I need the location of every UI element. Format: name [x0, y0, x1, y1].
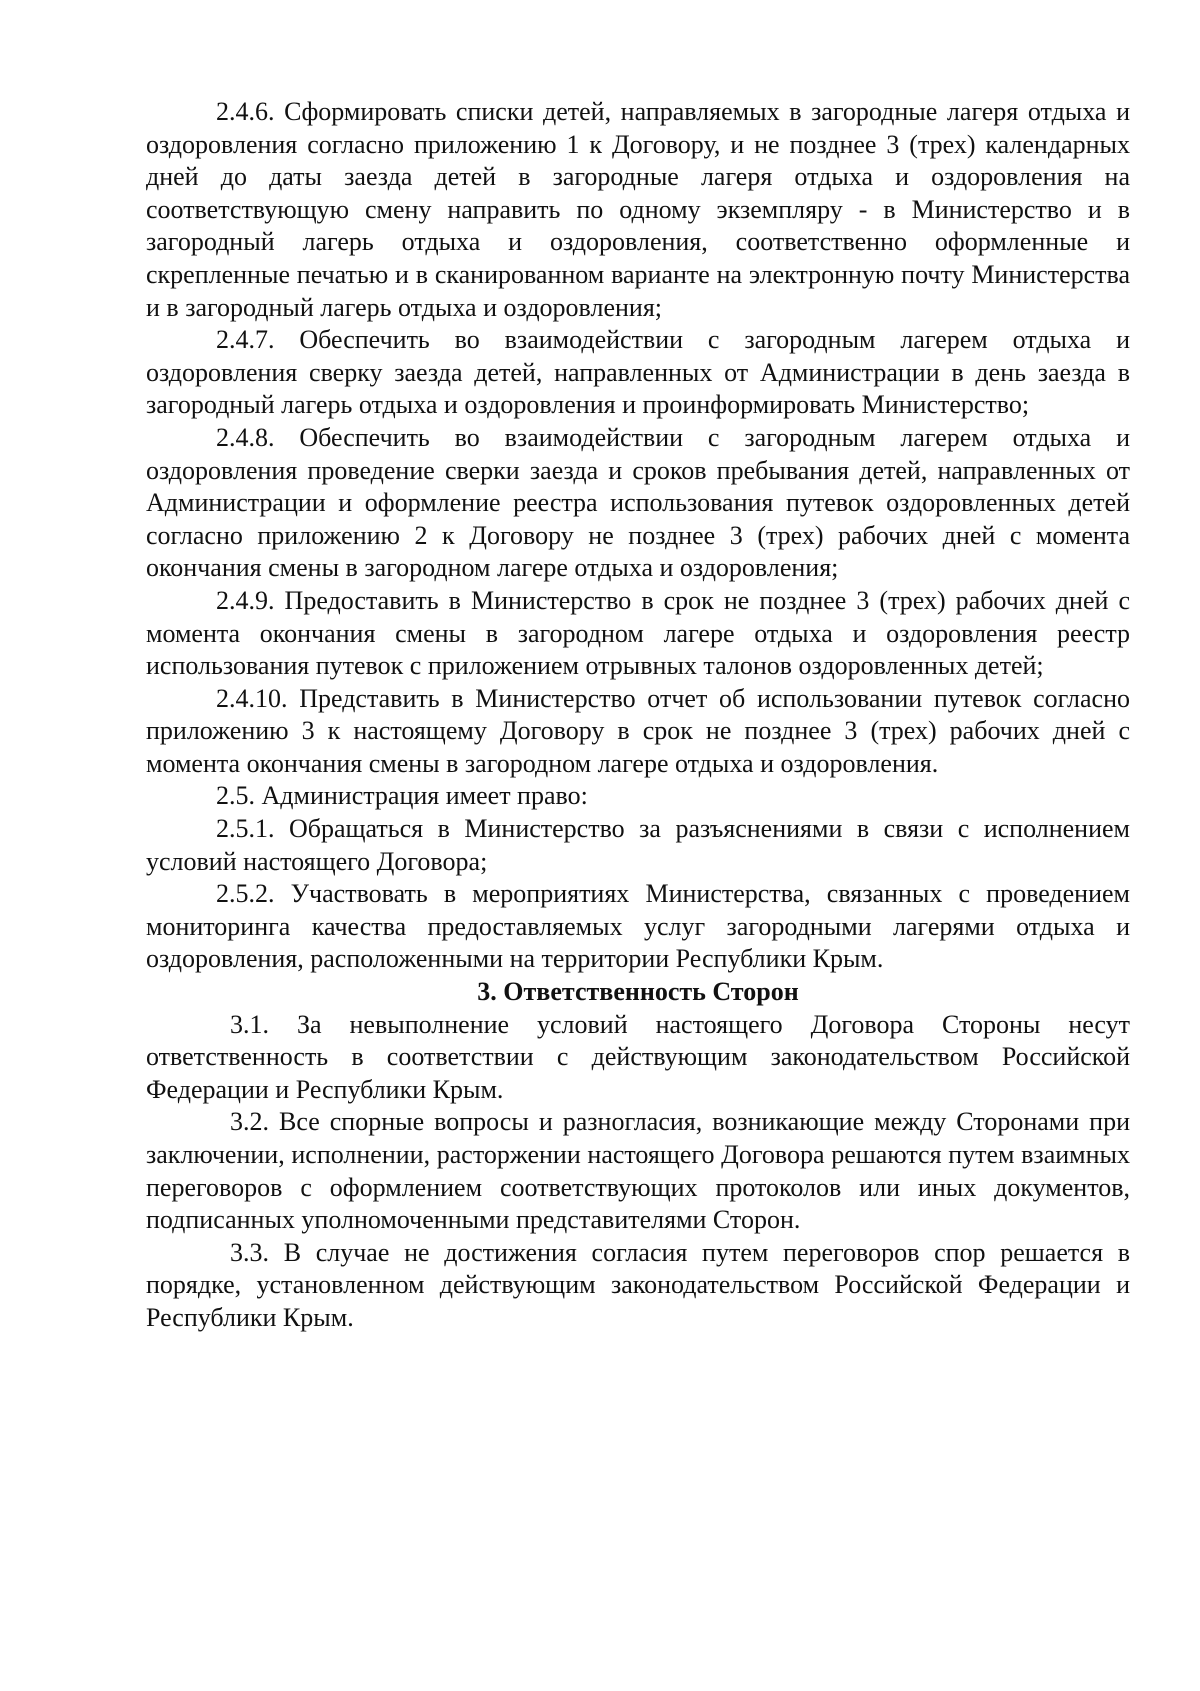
section-3-heading: 3. Ответственность Сторон	[477, 977, 799, 1007]
paragraph-2-4-7: 2.4.7. Обеспечить во взаимодействии с загородным лагерем отдыха и оздоровления сверку заезда детей, направленных от Администрации в день заезда в загородный лагерь отдыха и оздоровления и проинформировать Министерство;	[146, 325, 1130, 420]
paragraph-3-2: 3.2. Все спорные вопросы и разногласия, возникающие между Сторонами при заключении, исполнении, расторжении настоящего Договора решаются путем взаимных переговоров с оформлением соответствующих протоколов или иных документов, подписанных уполномоченными представителями Сторон.	[146, 1107, 1130, 1235]
paragraph-2-5: 2.5. Администрация имеет право:	[216, 781, 588, 811]
paragraph-2-4-10: 2.4.10. Представить в Министерство отчет об использовании путевок согласно приложению 3 к настоящему Договору в срок не позднее 3 (трех) рабочих дней с момента окончания смены в загородном лагере отдыха и оздоровления.	[146, 683, 1130, 778]
paragraph-2-4-8: 2.4.8. Обеспечить во взаимодействии с загородным лагерем отдыха и оздоровления проведение сверки заезда и сроков пребывания детей, направленных от Администрации и оформление реестра использования путевок оздоровленных детей согласно приложению 2 к Договору не позднее 3 (трех) рабочих дней с момента окончания смены в загородном лагере отдыха и оздоровления;	[146, 422, 1130, 583]
paragraph-2-5-2: 2.5.2. Участвовать в мероприятиях Министерства, связанных с проведением мониторинга качества предоставляемых услуг загородными лагерями отдыха и оздоровления, расположенными на территории Республики Крым.	[146, 879, 1130, 974]
paragraph-2-5-1: 2.5.1. Обращаться в Министерство за разъяснениями в связи с исполнением условий настоящего Договора;	[146, 814, 1130, 876]
paragraph-3-1: 3.1. За невыполнение условий настоящего Договора Стороны несут ответственность в соответствии с действующим законодательством Российской Федерации и Республики Крым.	[146, 1009, 1130, 1104]
paragraph-3-3: 3.3. В случае не достижения согласия путем переговоров спор решается в порядке, установленном действующим законодательством Российской Федерации и Республики Крым.	[146, 1237, 1130, 1332]
paragraph-2-4-9: 2.4.9. Предоставить в Министерство в срок не позднее 3 (трех) рабочих дней с момента окончания смены в загородном лагере отдыха и оздоровления реестр использования путевок с приложением отрывных талонов оздоровленных детей;	[146, 585, 1130, 681]
paragraph-2-4-6: 2.4.6. Сформировать списки детей, направляемых в загородные лагеря отдыха и оздоровления согласно приложению 1 к Договору, и не позднее 3 (трех) календарных дней до даты заезда детей в загородные лагеря отдыха и оздоровления на соответствующую смену направить по одному экземпляру - в Министерство и в загородный лагерь отдыха и оздоровления, соответственно оформленные и скрепленные печатью и в сканированном варианте на электронную почту Министерства и в загородный лагерь отдыха и оздоровления;	[146, 97, 1130, 322]
